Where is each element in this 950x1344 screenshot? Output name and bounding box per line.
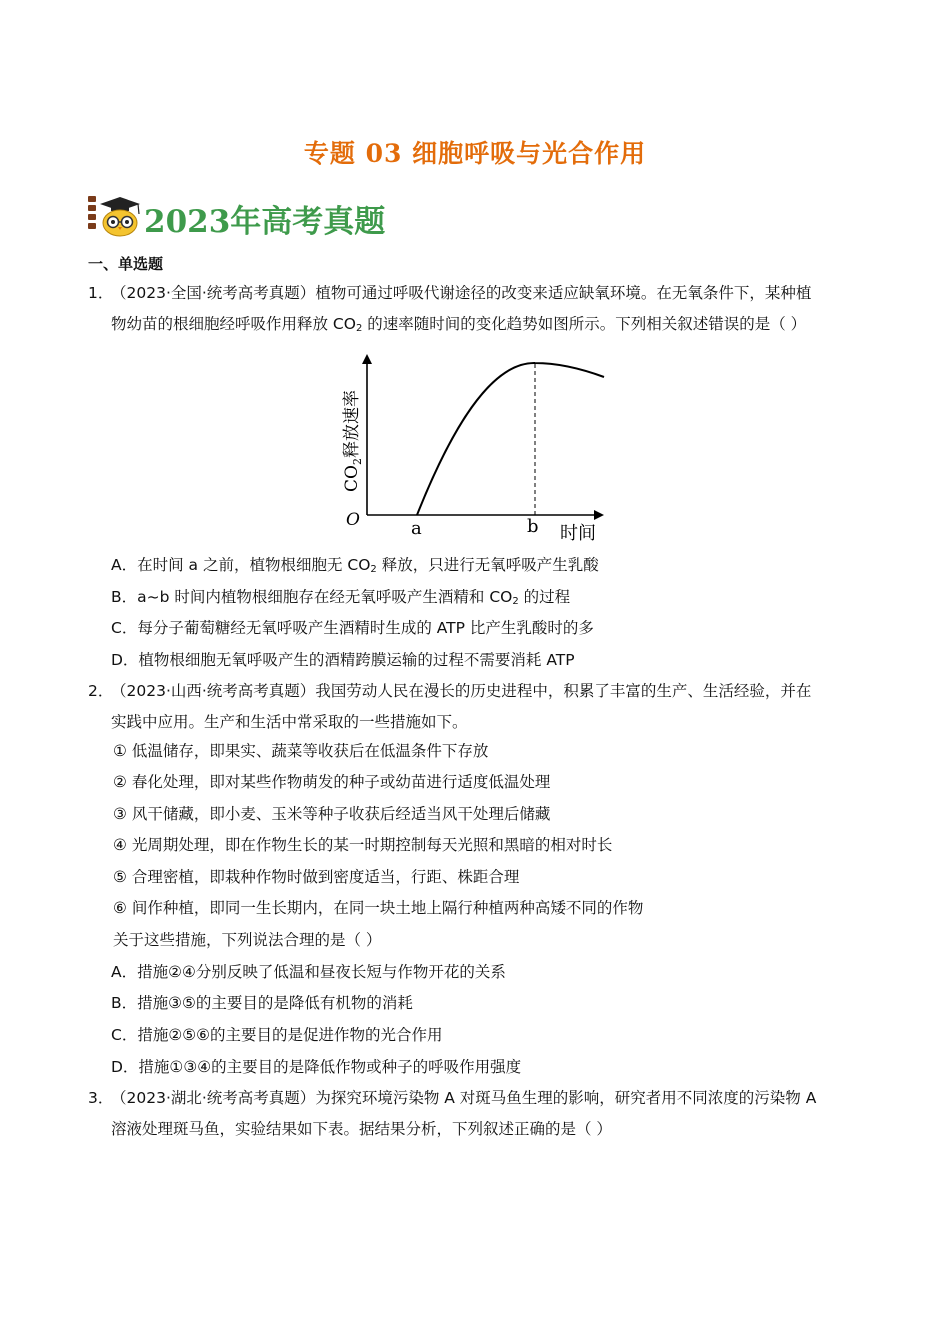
section-heading: 一、单选题 bbox=[88, 255, 164, 273]
question-source: （2023·全国·统考高考真题） bbox=[111, 284, 316, 302]
question-source: （2023·山西·统考高考真题） bbox=[111, 682, 316, 700]
question-stem-text: 物幼苗的根细胞经呼吸作用释放 CO bbox=[111, 315, 356, 333]
subscript: 2 bbox=[512, 596, 519, 607]
y-axis-label bbox=[342, 390, 364, 492]
subscript: 2 bbox=[370, 564, 377, 575]
question-number: 3． bbox=[88, 1089, 114, 1107]
option-text: B．a~b 时间内植物根细胞存在经无氧呼吸产生酒精和 CO bbox=[111, 588, 513, 606]
y-axis-arrow bbox=[362, 354, 372, 364]
question-stem-text: 为探究环境污染物 A 对斑马鱼生理的影响，研究者用不同浓度的污染物 A bbox=[315, 1089, 817, 1107]
question-stem-text: 溶液处理斑马鱼，实验结果如下表。据结果分析，下列叙述正确的是（ ） bbox=[111, 1120, 612, 1138]
question-stem-line bbox=[111, 282, 811, 304]
question-prompt: 关于这些措施，下列说法合理的是（ ） bbox=[113, 931, 382, 949]
x-axis-arrow bbox=[594, 510, 604, 520]
question-stem-text: 植物可通过呼吸代谢途径的改变来适应缺氧环境。在无氧条件下，某种植 bbox=[315, 284, 812, 302]
question-stem-line bbox=[111, 680, 811, 702]
owl-mascot-icon bbox=[86, 192, 146, 240]
section-banner bbox=[86, 192, 406, 240]
tick-label-a: a bbox=[411, 518, 422, 539]
option-d[interactable]: D．措施①③④的主要目的是降低作物或种子的呼吸作用强度 bbox=[111, 1058, 522, 1076]
question-stem-text: 我国劳动人民在漫长的历史进程中，积累了丰富的生产、生活经验，并在 bbox=[315, 682, 812, 700]
page-title: 专题 03 细胞呼吸与光合作用 bbox=[303, 139, 647, 168]
option-b[interactable] bbox=[111, 586, 570, 613]
measure-item: ⑥ 间作种植，即同一生长期内，在同一块土地上隔行种植两种高矮不同的作物 bbox=[113, 899, 644, 917]
measure-item: ② 春化处理，即对某些作物萌发的种子或幼苗进行适度低温处理 bbox=[113, 773, 551, 791]
option-d[interactable] bbox=[111, 649, 575, 671]
banner-label: 2023年高考真题 bbox=[144, 204, 386, 240]
subscript: 2 bbox=[355, 323, 363, 334]
option-text: C．每分子葡萄糖经无氧呼吸产生酒精时生成的 ATP 比产生乳酸时的多 bbox=[111, 619, 594, 637]
option-c[interactable] bbox=[111, 617, 594, 639]
option-a[interactable]: A．措施②④分别反映了低温和昼夜长短与作物开花的关系 bbox=[111, 963, 506, 981]
measure-item: ⑤ 合理密植，即栽种作物时做到密度适当，行距、株距合理 bbox=[113, 868, 520, 886]
svg-text:CO2释放速率 bbox=[342, 390, 364, 492]
measure-item: ① 低温储存，即果实、蔬菜等收获后在低温条件下存放 bbox=[113, 742, 489, 760]
option-text: A．在时间 a 之前，植物根细胞无 CO bbox=[111, 556, 371, 574]
question-source: （2023·湖北·统考高考真题） bbox=[111, 1089, 316, 1107]
measure-item: ③ 风干储藏，即小麦、玉米等种子收获后经适当风干处理后储藏 bbox=[113, 805, 551, 823]
option-text: 的过程 bbox=[518, 588, 571, 606]
question-stem-text: 的速率随时间的变化趋势如图所示。下列相关叙述错误的是（ ） bbox=[362, 315, 807, 333]
question-stem-line bbox=[111, 1087, 816, 1109]
option-text: 释放，只进行无氧呼吸产生乳酸 bbox=[376, 556, 599, 574]
option-text: D．植物根细胞无氧呼吸产生的酒精跨膜运输的过程不需要消耗 ATP bbox=[111, 651, 575, 669]
option-b[interactable]: B．措施③⑤的主要目的是降低有机物的消耗 bbox=[111, 994, 413, 1012]
question-number: 1． bbox=[88, 284, 114, 302]
x-axis-label: 时间 bbox=[560, 523, 596, 544]
question-stem-line bbox=[111, 313, 806, 340]
question-number: 2． bbox=[88, 682, 114, 700]
y-axis-label-sub: 2 bbox=[351, 458, 364, 466]
measure-item: ④ 光周期处理，即在作物生长的某一时期控制每天光照和黑暗的相对时长 bbox=[113, 836, 613, 854]
tick-label-b: b bbox=[527, 516, 539, 537]
option-a[interactable] bbox=[111, 554, 599, 581]
co2-rate-figure bbox=[330, 352, 620, 547]
co2-rate-curve bbox=[417, 363, 604, 515]
origin-label: O bbox=[346, 510, 360, 530]
question-stem-text: 实践中应用。生产和生活中常采取的一些措施如下。 bbox=[111, 713, 468, 731]
y-axis-label-co: CO bbox=[342, 465, 362, 492]
y-axis-label-rest: 释放速率 bbox=[342, 390, 362, 459]
option-c[interactable]: C．措施②⑤⑥的主要目的是促进作物的光合作用 bbox=[111, 1026, 443, 1044]
